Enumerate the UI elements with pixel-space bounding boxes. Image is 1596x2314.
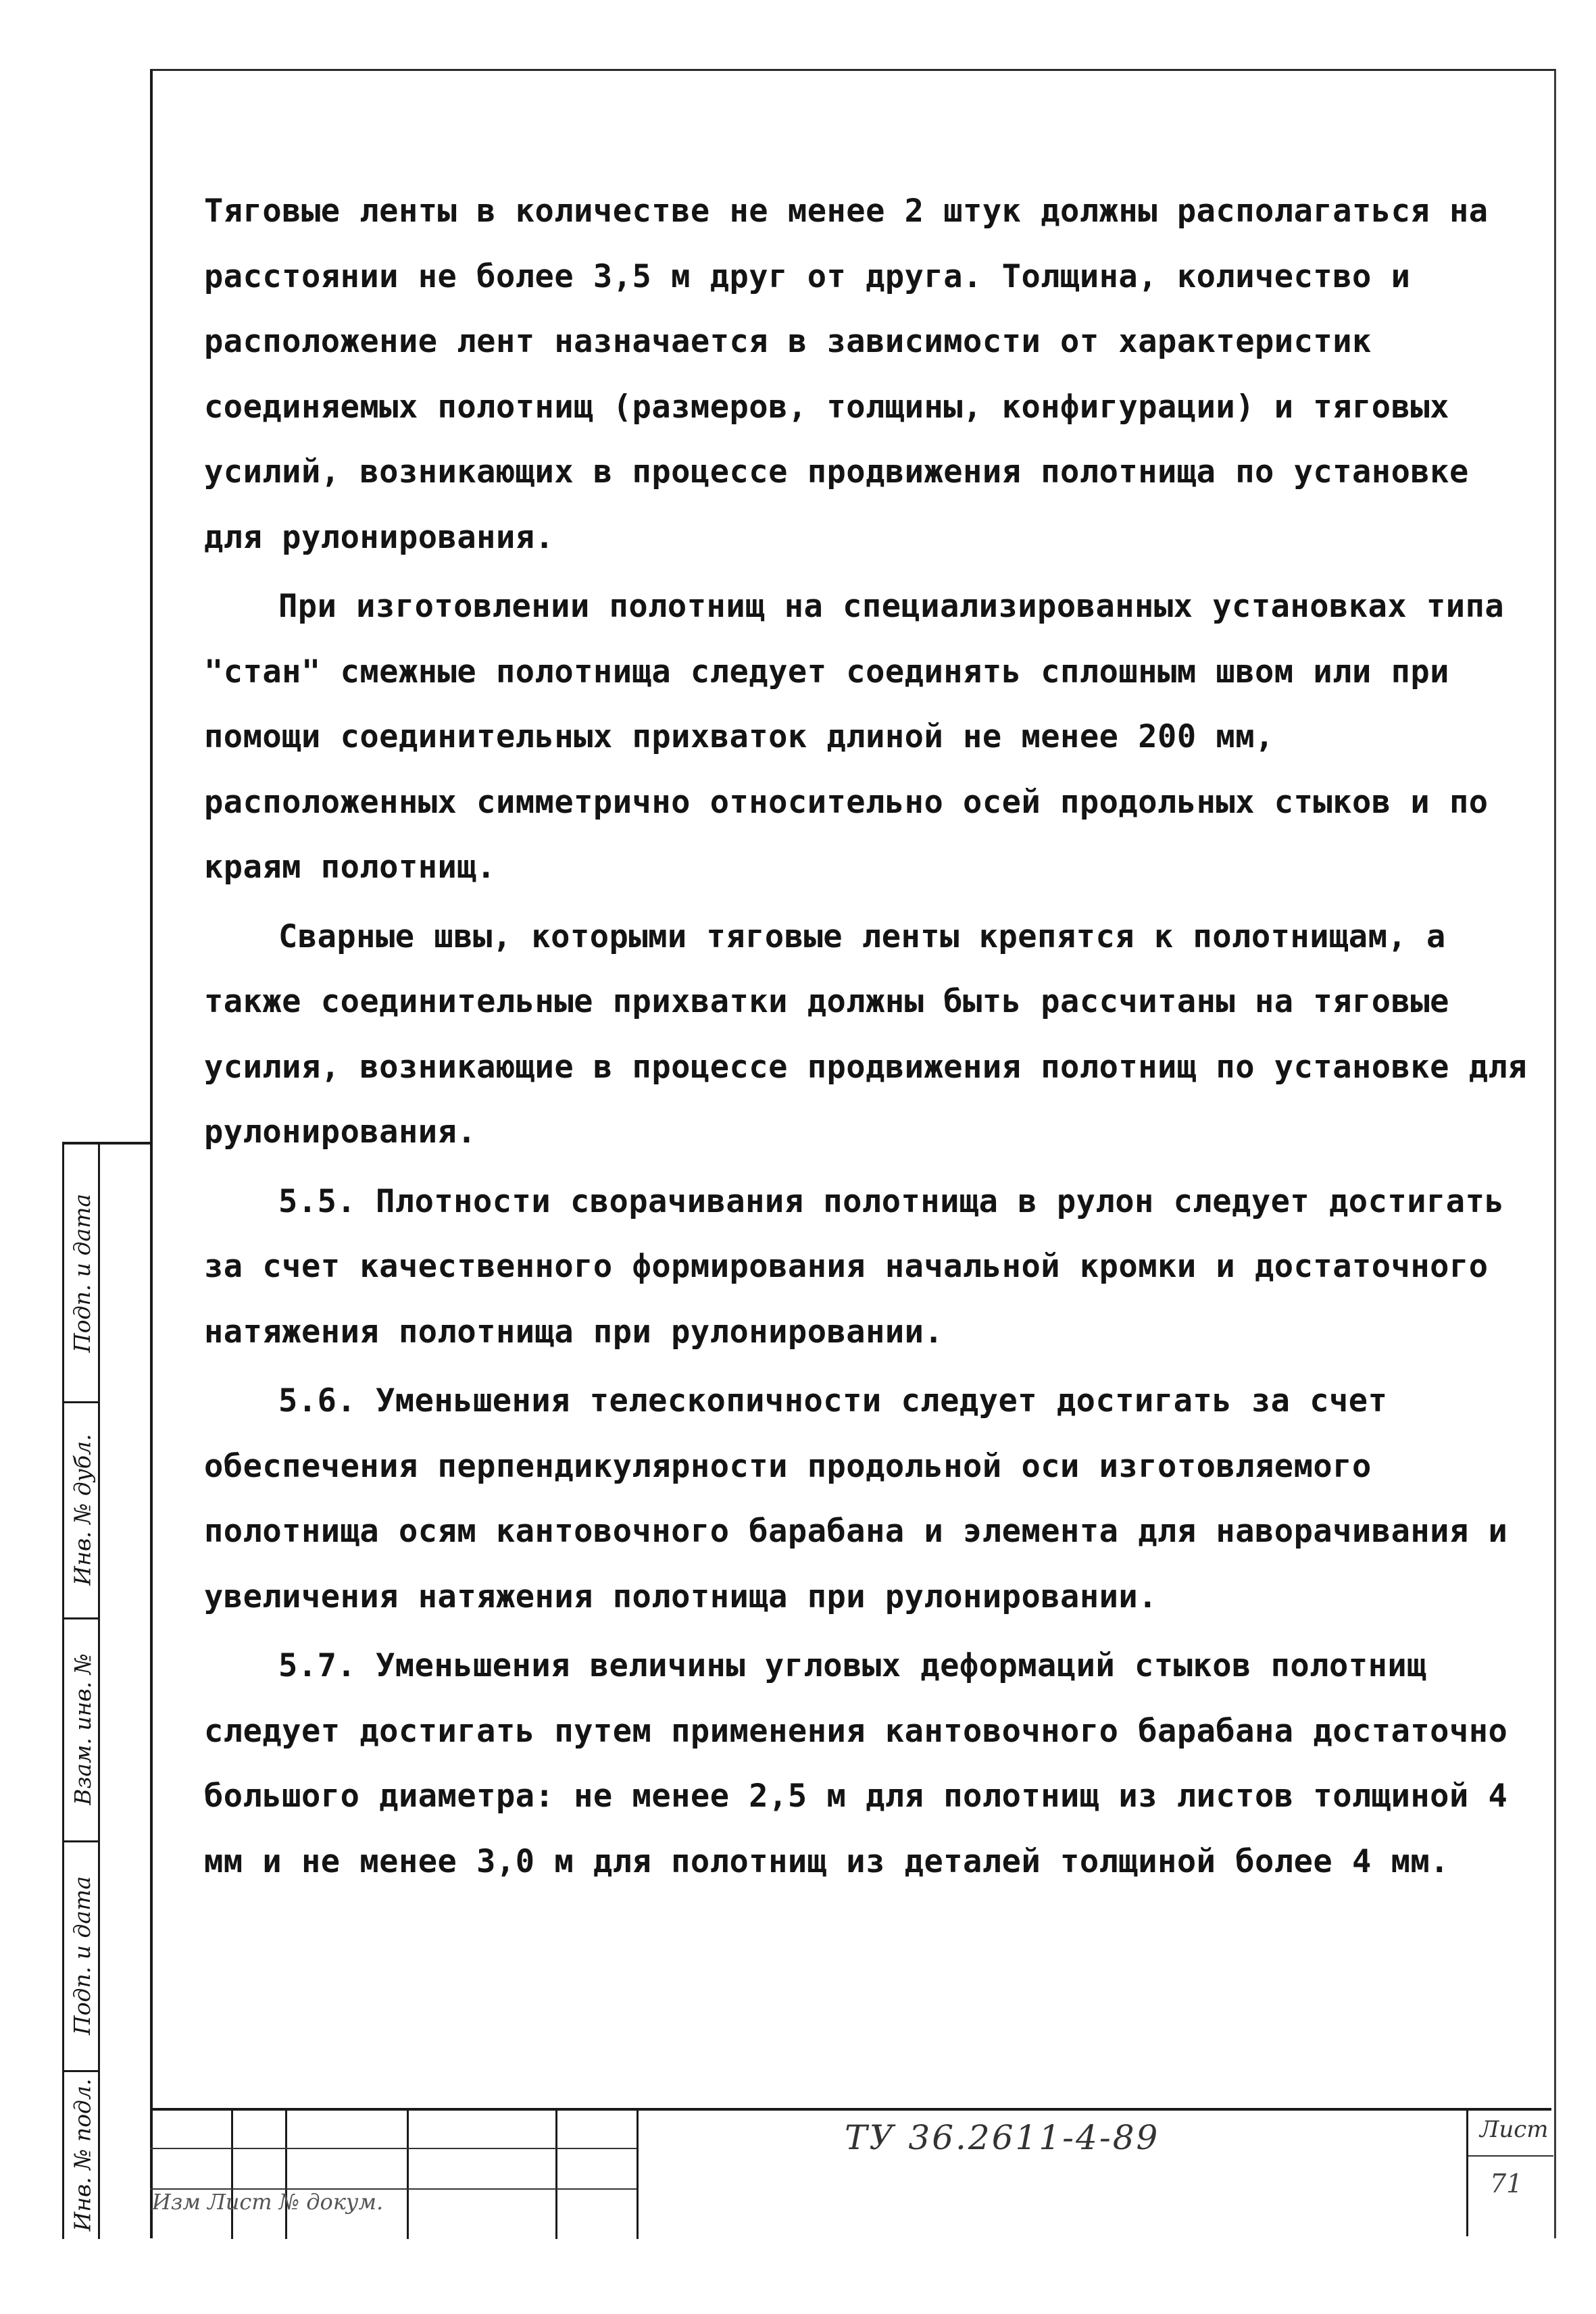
title-block-row	[150, 2148, 637, 2149]
title-block-column	[407, 2111, 409, 2239]
paragraph-stan: При изготовлении полотнищ на специализированных установках типа "стан" смежные полотнища следует соединять сплошным швом или при помощи соединительных прихваток длиной не менее 200 мм, расположенных симметрично относительно осей продольных стыков и по краям полотнищ.	[204, 588, 1505, 886]
title-block-column	[285, 2111, 287, 2239]
title-block-column	[555, 2111, 557, 2239]
side-stamp-divider	[98, 1145, 100, 2239]
paragraph-5-5: 5.5. Плотности сворачивания полотнища в рулон следует достигать за счет качественного формирования начальной кромки и достаточного натяжения полотнища при рулонировании.	[204, 1182, 1505, 1351]
title-block-izm-label: Изм Лист № докум.	[152, 2189, 384, 2215]
paragraph-5-6: 5.6. Уменьшения телескопичности следует достигать за счет обеспечения перпендикулярности продольной оси изготовляемого полотнища осям кантовочного барабана и элемента для наворачивания и увеличения натяжения полотнища при рулонировании.	[204, 1382, 1508, 1615]
document-code: ТУ 36.2611-4-89	[845, 2118, 1160, 2157]
document-body	[204, 179, 1528, 1898]
sheet-number: 71	[1490, 2169, 1523, 2198]
paragraph-svarnye-shvy: Сварные швы, которыми тяговые ленты крепятся к полотнищам, а также соединительные прихватки должны быть рассчитаны на тяговые усилия, возникающие в процессе продвижения полотнищ по установке для рулонирования.	[204, 917, 1528, 1151]
title-block-column	[231, 2111, 233, 2239]
side-label-vzam-inv: Взам. инв. №	[69, 1653, 96, 1805]
side-label-podp-data-1: Подп. и дата	[69, 1193, 96, 1353]
side-stamp	[62, 1142, 152, 2239]
sheet-label: Лист	[1480, 2116, 1549, 2143]
side-label-inv-dubl: Инв. № дубл.	[69, 1433, 96, 1586]
side-label-podp-data-2: Подп. и дата	[69, 1876, 96, 2035]
title-block-column	[637, 2111, 639, 2239]
side-label-inv-podl: Инв. № подл.	[69, 2078, 96, 2231]
paragraph-tyagovye-lenty: Тяговые ленты в количестве не менее 2 штук должны располагаться на расстоянии не более 3,5 м друг от друга. Толщина, количество и расположение лент назначается в зависимости от характеристик соединяемых полотнищ (размеров, толщины, конфигурации) и тяговых усилий, возникающих в процессе продвижения полотнища по установке для рулонирования.	[204, 193, 1489, 556]
paragraph-5-7: 5.7. Уменьшения величины угловых деформаций стыков полотнищ следует достигать путем применения кантовочного барабана достаточно большого диаметра: не менее 2,5 м для полотнищ из листов толщиной 4 мм и не менее 3,0 м для полотнищ из деталей толщиной более 4 мм.	[204, 1647, 1508, 1880]
